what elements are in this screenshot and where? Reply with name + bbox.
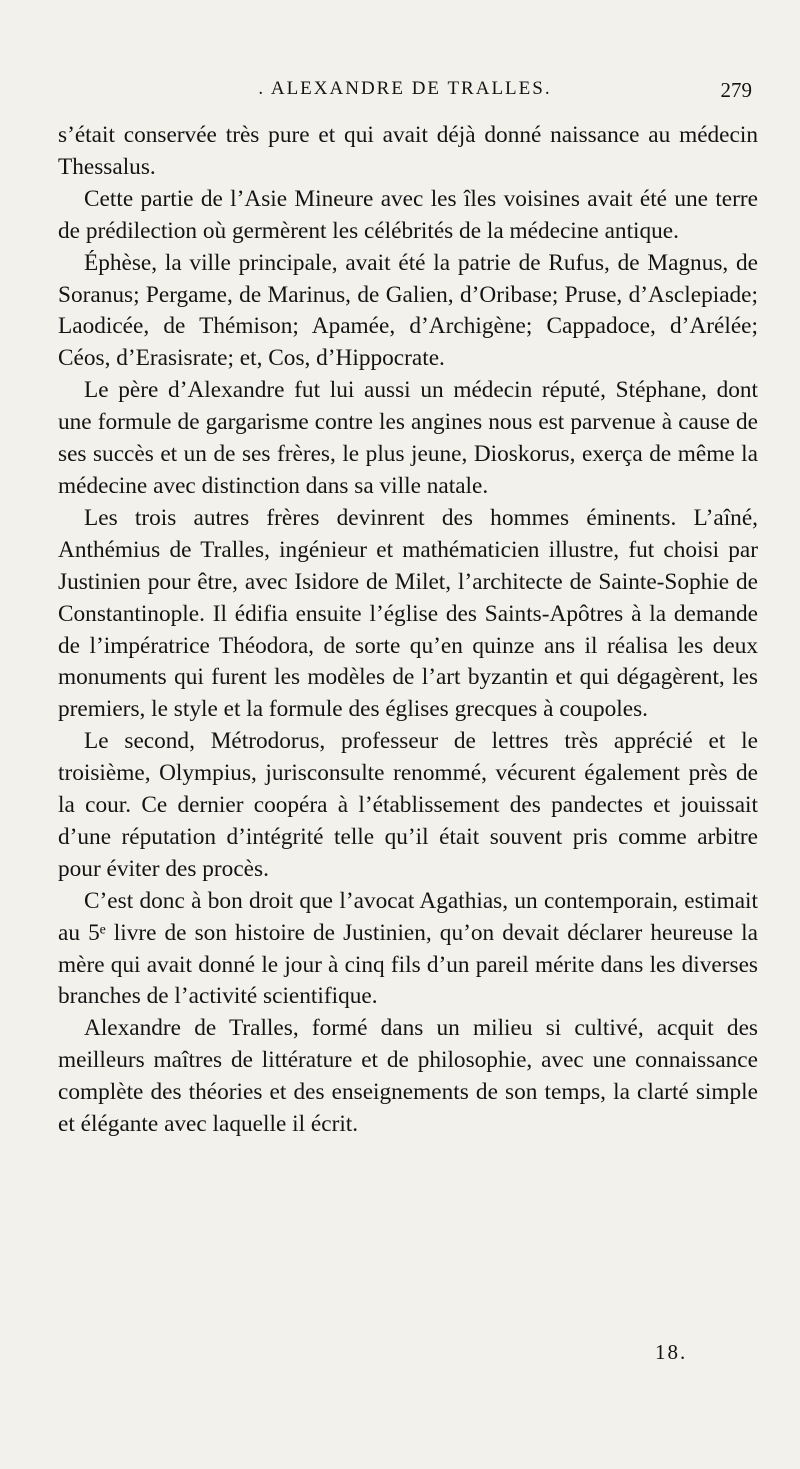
paragraph: Alexandre de Tralles, formé dans un milieu si cultivé, acquit des meilleurs maîtres de littérature et de philosophie, avec une connaissance complète des théories et des enseignements de son temps, la clarté simple et élégante avec laquelle il écrit. <box>58 1015 758 1138</box>
signature-mark: 18. <box>655 1340 688 1364</box>
running-title: . ALEXANDRE DE TRALLES. <box>258 78 552 99</box>
paragraph: C’est donc à bon droit que l’avocat Agathias, un contemporain, estimait au 5ᵉ livre de son histoire de Justinien, qu’on devait déclarer heureuse la mère qui avait donné le jour à cinq fils d’un pareil mérite dans les diverses branches de l’activité scientifique. <box>58 887 758 1010</box>
page-number: 279 <box>720 78 752 102</box>
page-header <box>50 78 760 118</box>
paragraph: Cette partie de l’Asie Mineure avec les îles voisines avait été une terre de prédilection où germèrent les célébrités de la médecine antique. <box>58 185 758 244</box>
paragraph-continuation: s’était conservée très pure et qui avait déjà donné naissance au médecin Thessalus. <box>58 122 758 180</box>
paragraph: Éphèse, la ville principale, avait été la patrie de Rufus, de Magnus, de Soranus; Pergame, de Marinus, de Galien, d’Oribase; Pruse, d’Asclepiade; Laodicée, de Thémison; Apamée, d’Archigène; Cappadoce, d’Arélée; Céos, d’Erasisrate; et, Cos, d’Hippocrate. <box>58 249 758 372</box>
page-body <box>58 120 758 1141</box>
paragraph: Les trois autres frères devinrent des hommes éminents. L’aîné, Anthémius de Tralles, ingénieur et mathématicien illustre, fut choisi par Justinien pour être, avec Isidore de Milet, l’architecte de Sainte-Sophie de Constantinople. Il édifia ensuite l’église des Saints-Apôtres à la demande de l’impératrice Théodora, de sorte qu’en quinze ans il réalisa les deux monuments qui furent les modèles de l’art byzantin et qui dégagèrent, les premiers, le style et la formule des églises grecques à coupoles. <box>58 504 758 723</box>
paragraph: Le second, Métrodorus, professeur de lettres très apprécié et le troisième, Olympius, jurisconsulte renommé, vécurent également près de la cour. Ce dernier coopéra à l’établissement des pandectes et jouissait d’une réputation d’intégrité telle qu’il était souvent pris comme arbitre pour éviter des procès. <box>58 728 758 882</box>
paragraph: Le père d’Alexandre fut lui aussi un médecin réputé, Stéphane, dont une formule de gargarisme contre les angines nous est parvenue à cause de ses succès et un de ses frères, le plus jeune, Dioskorus, exerça de même la médecine avec distinction dans sa ville natale. <box>58 377 758 499</box>
